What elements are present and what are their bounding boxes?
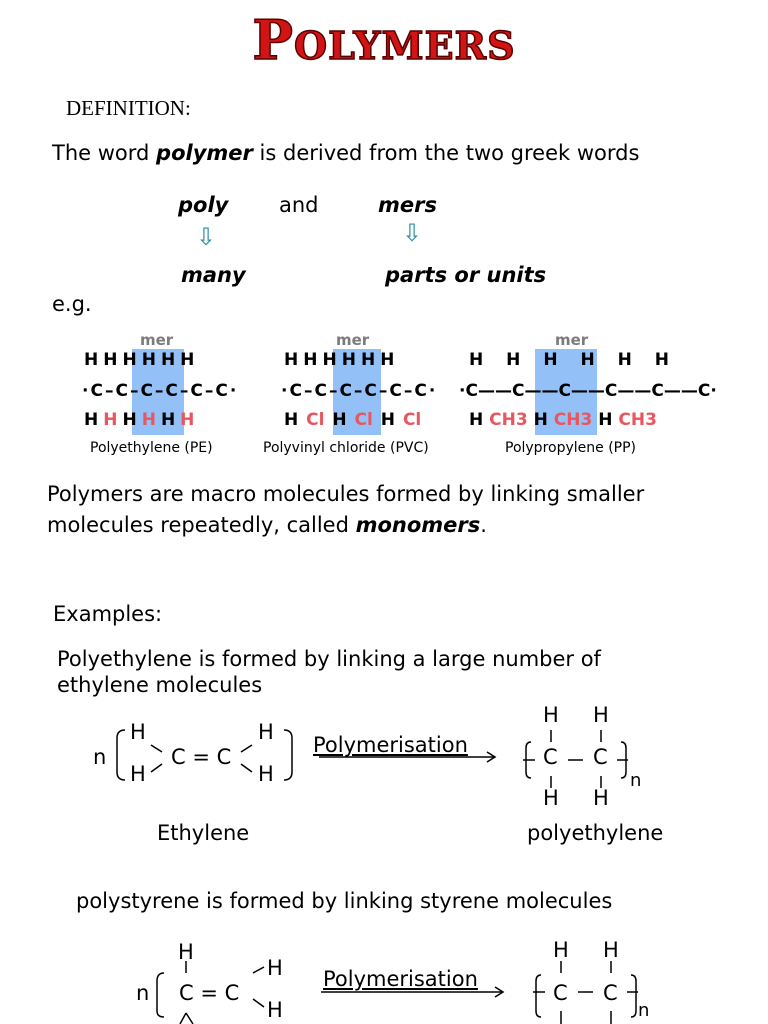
intro-sentence: The word polymer is derived from the two greek words — [52, 141, 640, 165]
styrene-double-bond: C = C — [179, 981, 240, 1005]
bracket-right — [284, 730, 292, 780]
pvc-backbone: ·C–C–C–C–C–C· — [281, 381, 438, 401]
atom-h: H — [130, 720, 146, 744]
atom-h: H — [543, 786, 559, 810]
pe-example-line-1: Polyethylene is formed by linking a large number of — [57, 647, 601, 671]
mer-label: mer — [555, 331, 589, 349]
mer-label: mer — [140, 331, 174, 349]
greek-mers: mers — [378, 193, 437, 217]
meaning-many: many — [181, 263, 246, 287]
pvc-top-h: HHHHHH — [284, 350, 400, 370]
greek-and: and — [279, 193, 319, 217]
bracket-left — [117, 730, 125, 780]
atom-h: H — [178, 940, 194, 964]
greek-poly: poly — [178, 193, 229, 217]
atom-c: C — [553, 981, 568, 1005]
definition-label: DEFINITION: — [66, 96, 191, 120]
repeat-n: n — [638, 1000, 650, 1021]
atom-h: H — [543, 703, 559, 727]
mer-label: mer — [336, 331, 370, 349]
pp-bottom: H CH3 H CH3 H CH3 — [469, 410, 657, 430]
atom-h: H — [553, 938, 569, 962]
atom-h: H — [593, 786, 609, 810]
atom-h: H — [267, 956, 283, 980]
atom-c: C — [593, 745, 608, 769]
ps-example-line: polystyrene is formed by linking styrene molecules — [76, 889, 613, 913]
pp-backbone: ·C——C——C——C——C——C· — [459, 381, 717, 401]
pe-example-line-2: ethylene molecules — [57, 673, 263, 697]
polymerisation-label: Polymerisation — [323, 967, 478, 991]
meaning-parts: parts or units — [385, 263, 547, 287]
pp-top-h: H H H H H H — [469, 350, 670, 370]
pe-backbone: ·C–C–C–C–C–C· — [82, 381, 239, 401]
polyethylene-name: polyethylene — [527, 821, 664, 845]
ethylene-name: Ethylene — [157, 821, 250, 845]
eg-label: e.g. — [52, 292, 92, 316]
macro-line-1: Polymers are macro molecules formed by linking smaller — [47, 482, 645, 506]
pvc-caption: Polyvinyl chloride (PVC) — [263, 440, 429, 456]
atom-h: H — [258, 720, 274, 744]
styrene-coefficient: n — [136, 981, 150, 1005]
ethylene-double-bond: C = C — [171, 745, 232, 769]
arrow-down-icon: ⇩ — [402, 219, 423, 247]
atom-h: H — [267, 998, 283, 1022]
pvc-bottom: H Cl H Cl H Cl — [284, 410, 422, 430]
atom-c: C — [543, 745, 558, 769]
atom-h: H — [603, 938, 619, 962]
page-title: Polymers — [252, 8, 516, 72]
macro-line-2: molecules repeatedly, called monomers. — [47, 513, 487, 537]
atom-h: H — [593, 703, 609, 727]
pp-caption: Polypropylene (PP) — [505, 440, 637, 456]
atom-h: H — [258, 762, 274, 786]
pe-caption: Polyethylene (PE) — [90, 440, 213, 456]
pe-top-h: HHHHHH — [84, 350, 200, 370]
pe-bottom-h: HHHHHH — [84, 410, 200, 430]
atom-c: C — [603, 981, 618, 1005]
ethylene-coefficient: n — [93, 745, 107, 769]
examples-label: Examples: — [53, 602, 163, 626]
atom-h: H — [130, 762, 146, 786]
arrow-down-icon: ⇩ — [196, 223, 217, 251]
polymerisation-label: Polymerisation — [313, 733, 468, 757]
polymer-word: polymer — [156, 141, 253, 165]
repeat-n: n — [630, 770, 642, 791]
